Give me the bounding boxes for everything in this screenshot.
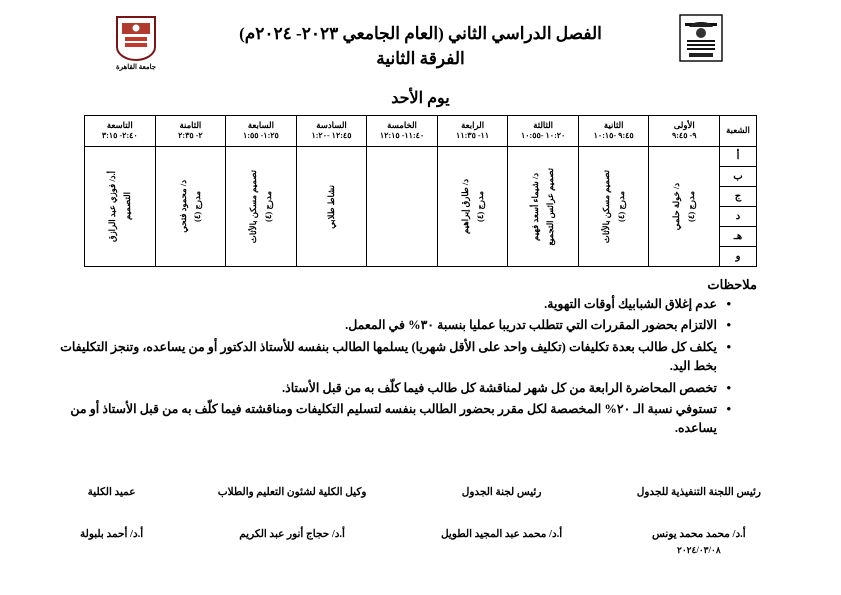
day-title: يوم الأحد	[391, 90, 450, 107]
header-period-5	[367, 116, 438, 147]
session-4-course: د/ طارق إبراهيم	[459, 179, 470, 234]
signature-role: عميد الكلية	[87, 487, 136, 498]
session-8-stack	[156, 147, 226, 266]
signature-name: أ.د/ محمد عبد المجيد الطويل	[440, 528, 563, 540]
document-header	[0, 0, 841, 86]
faculty-shield-icon	[114, 14, 158, 62]
session-cell-6[interactable]	[296, 147, 367, 267]
note-item: • الالتزام بحضور المقررات التي تتطلب تدريبا عمليا بنسبة ٣٠% في المعمل.	[60, 316, 731, 335]
note-item: • تخصص المحاضرة الرابعة من كل شهر لمناقشة كل طالب فيما كلّف به من قبل الأستاذ.	[60, 379, 731, 398]
note-item: • يكلف كل طالب بعدة تكليفات (تكليف واحد على الأقل شهريا) يسلمها الطالب بنفسه للأستاذ الدكتور أو من يساعده، وتنجز التكليفات بخط اليد.	[60, 338, 731, 377]
session-3-course: د/ شيماء أسعد فهيم	[530, 172, 541, 241]
header-period-6-name: السادسة	[316, 119, 347, 130]
signature-name: أ.د/ أحمد بلبولة	[80, 528, 144, 540]
session-cell-3[interactable]	[508, 147, 579, 267]
header-period-8	[155, 116, 226, 147]
session-3-hall: تصميم عرائس التجميع	[545, 167, 556, 246]
session-2-stack	[579, 147, 649, 266]
header-period-8-time: ٢- ٢:٣٥	[178, 131, 203, 141]
session-9-hall: التصميم	[121, 192, 132, 221]
session-3-stack	[508, 147, 578, 266]
signature-role: رئيس اللجنة التنفيذية للجدول	[636, 487, 761, 498]
signature-schedule-committee-head	[441, 485, 562, 557]
semester-title: الفصل الدراسي الثاني (العام الجامعي ٢٠٢٣- ٢٠٢٤م)	[239, 24, 602, 43]
header-period-3-name: الثالثة	[533, 119, 554, 130]
note-item: • عدم إغلاق الشبابيك أوقات التهوية.	[60, 295, 731, 314]
header-period-5-time: ١١:٤٠- ١٢:١٥	[379, 131, 425, 141]
session-8-hall: مدرج (٤)	[192, 191, 203, 222]
schedule-table-wrap	[0, 115, 841, 267]
header-period-2-name: الثانية	[603, 119, 624, 130]
session-7-stack	[226, 147, 296, 266]
session-cell-5[interactable]	[367, 147, 438, 267]
row-label-e: هـ	[720, 227, 757, 247]
session-cell-2[interactable]	[578, 147, 649, 267]
row-label-f: و	[720, 247, 757, 267]
header-period-2	[578, 116, 649, 147]
signature-name: أ.د/ حجاج أنور عبد الكريم	[239, 528, 345, 540]
grade-title: الفرقة الثانية	[376, 48, 465, 68]
notes-title: ملاحظات	[707, 277, 757, 292]
session-7-course: تصميم مسكن بالأثاث	[248, 169, 259, 244]
header-period-1-time: ٩- ٩:٤٥	[671, 131, 697, 141]
signature-executive-committee-head	[637, 485, 761, 557]
session-6-stack	[297, 147, 367, 266]
header-shoba: الشعبة	[720, 116, 757, 147]
session-8-course: د/ محمود فتحي	[177, 180, 188, 233]
session-cell-7[interactable]	[226, 147, 297, 267]
row-label-d: د	[720, 207, 757, 227]
university-emblem-right	[107, 14, 165, 71]
signature-role: رئيس لجنة الجدول	[461, 487, 542, 498]
note-item: • تستوفي نسبة الـ ٢٠% المخصصة لكل مقرر بحضور الطالب بنفسه لتسليم التكليفات ومناقشته فيما كلّف به من قبل الأستاذ أو من يساعده.	[60, 400, 731, 439]
session-2-course: تصميم مسكن بالأثاث	[600, 169, 611, 244]
session-1-course: د/ خولة حلمي	[671, 182, 682, 231]
right-logo-caption: جامعة القاهرة	[115, 63, 157, 71]
header-period-1-name: الأولى	[673, 119, 695, 130]
header-period-7-name: السابعة	[247, 119, 275, 130]
header-period-3-time: ١٠:٢٠ -١٠:٥٥	[520, 131, 566, 141]
schedule-table	[84, 115, 757, 267]
session-6-course: نشاط طلابي	[326, 184, 337, 229]
header-period-4-name: الرابعة	[461, 119, 485, 130]
header-period-7-time: ١:٢٥- ١:٥٥	[243, 131, 279, 141]
session-9-stack	[85, 147, 155, 266]
signature-vice-dean	[218, 485, 367, 557]
table-header-row	[85, 116, 757, 147]
session-7-hall: مدرج (٤)	[262, 191, 273, 222]
header-period-5-name: الخامسة	[387, 119, 417, 130]
row-label-a: أ	[720, 147, 757, 167]
session-cell-9[interactable]	[85, 147, 156, 267]
header-period-1	[649, 116, 720, 147]
header-period-3	[508, 116, 579, 147]
notes-list	[0, 295, 841, 439]
header-period-9-name: التاسعة	[106, 119, 133, 130]
session-1-stack	[649, 147, 719, 266]
session-9-course: أ.د/ فوزي عبد الرازق	[107, 170, 118, 243]
session-cell-8[interactable]	[155, 147, 226, 267]
session-cell-1[interactable]	[649, 147, 720, 267]
session-4-stack	[438, 147, 508, 266]
header-period-4	[437, 116, 508, 147]
schedule-table-body	[85, 147, 757, 267]
header-period-4-time: ١١- ١١:٣٥	[456, 131, 490, 141]
row-label-c: ج	[720, 187, 757, 207]
header-period-9-time: ٢:٤٠- ٣:١٥	[101, 131, 138, 141]
signature-dean	[80, 485, 143, 557]
header-period-6-time: ١٢:٤٥ -١:٢٠	[311, 131, 352, 141]
session-4-hall: مدرج (٤)	[474, 191, 485, 222]
header-period-6	[296, 116, 367, 147]
session-2-hall: مدرج (٤)	[615, 191, 626, 222]
schedule-table-head	[85, 116, 757, 147]
signature-date: ٢٠٢٤/٠٣/٠٨	[677, 544, 721, 555]
session-cell-4[interactable]	[437, 147, 508, 267]
signature-block	[0, 485, 841, 557]
header-period-9	[85, 116, 156, 147]
row-label-b: ب	[720, 167, 757, 187]
header-period-8-name: الثامنة	[179, 119, 202, 130]
signature-name: أ.د/ محمد محمد يونس	[652, 528, 746, 540]
session-1-hall: مدرج (٤)	[686, 191, 697, 222]
signature-role: وكيل الكلية لشئون التعليم والطلاب	[217, 487, 367, 498]
header-period-2-time: ٩:٤٥ -١٠:١٥	[593, 131, 634, 141]
table-row	[85, 147, 757, 167]
header-period-7	[226, 116, 297, 147]
